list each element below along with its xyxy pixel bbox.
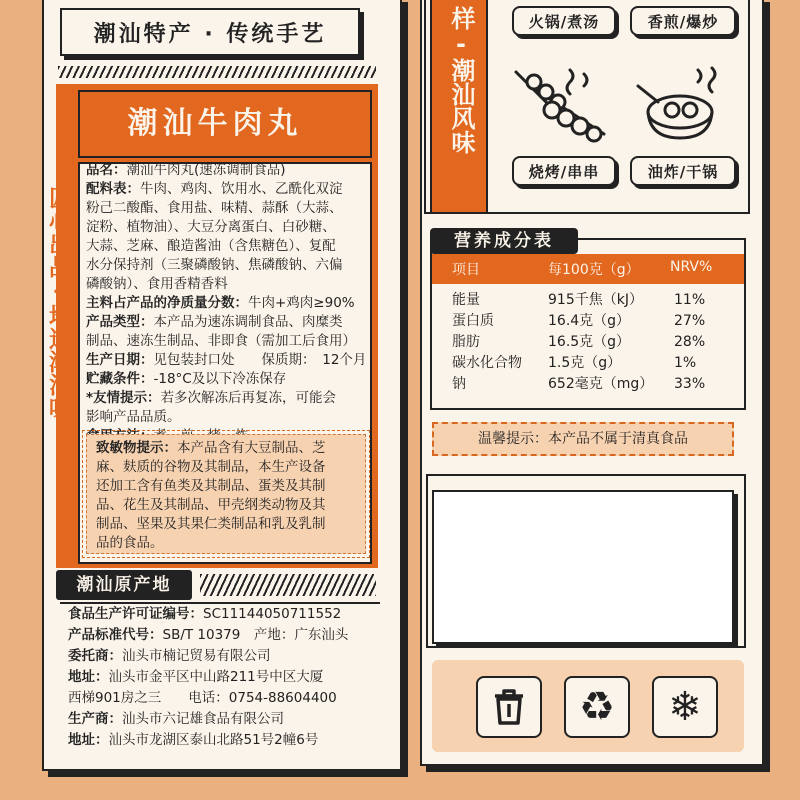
vertical-slogan: 匠心出品-地道潮汕味: [45, 186, 71, 419]
info-line: 制品、速冻生制品、非即食（需加工后食用）: [86, 333, 356, 349]
info-line: 磷酸钠）、食用香精香料: [86, 276, 228, 292]
vertical-title: 样-潮汕风味: [447, 6, 475, 154]
product-title: 潮汕牛肉丸: [127, 106, 303, 141]
recycle-icon-box: [564, 676, 630, 738]
info-line: *友情提示：若多次解冻后再复冻，可能会: [86, 390, 337, 406]
trash-bin-icon: [489, 687, 529, 727]
trash-bin-icon-box: [476, 676, 542, 738]
info-line: 水分保持剂（三聚磷酸钠、焦磷酸钠、六偏: [86, 257, 343, 273]
info-line: 大蒜、芝麻、酿造酱油（含焦糖色）、复配: [86, 238, 336, 254]
info-line: 粉己二酸酯、食用盐、味精、蒜酥（大蒜、: [86, 200, 343, 216]
nutrition-header-per100: 每100克（g）: [548, 262, 640, 278]
allergen-line: 麻、麸质的谷物及其制品，本生产设备: [96, 459, 326, 475]
info-line: 影响产品品质。: [86, 409, 181, 425]
method-pan-fry: 香煎/爆炒: [630, 6, 736, 36]
skewer-icon: [512, 64, 612, 148]
blank-label-inner: [432, 490, 734, 644]
origin-line: 产品标准代号：SB/T 10379 产地：广东汕头: [68, 627, 349, 643]
info-block: [86, 160, 371, 440]
header-title: 潮汕特产 · 传统手艺: [60, 8, 360, 56]
origin-line: 食品生产许可证编号：SC11144050711552: [68, 606, 342, 622]
allergen-line: 品、花生及其制品、甲壳纲类动物及其: [96, 497, 326, 513]
origin-line: 生产商：汕头市六记雄食品有限公司: [68, 711, 284, 727]
info-line: 淀粉、植物油）、大豆分离蛋白、白砂糖、: [86, 219, 336, 235]
method-bbq: 烧烤/串串: [512, 156, 616, 186]
nutrition-row: 碳水化合物 1.5克（g） 1%: [452, 355, 697, 371]
allergen-line: 品的食品。: [96, 535, 164, 551]
reminder-box: 温馨提示：本产品不属于清真食品: [432, 422, 734, 456]
info-line: 贮藏条件：-18°C及以下冷冻保存: [86, 371, 287, 387]
allergen-block: [96, 438, 366, 554]
origin-line: 地址：汕头市金平区中山路211号中区大厦: [68, 669, 324, 685]
allergen-line: 还加工含有鱼类及其制品、蛋类及其制: [96, 478, 326, 494]
info-line: 主料占产品的净质量分数：牛肉+鸡肉≥90%: [86, 295, 355, 311]
allergen-line: 制品、坚果及其果仁类制品和乳及乳制: [96, 516, 326, 532]
nutrition-row: 脂肪 16.5克（g） 28%: [452, 334, 706, 350]
method-deep-fry: 油炸/干锅: [630, 156, 736, 186]
origin-line: 地址：汕头市龙湖区泰山北路51号2幢6号: [68, 732, 319, 748]
snowflake-icon: ❄: [668, 684, 702, 730]
nutrition-row: 能量 915千焦（kJ） 11%: [452, 292, 706, 308]
nutrition-header: [432, 254, 744, 284]
origin-stripes: [200, 574, 376, 596]
nutrition-body: [432, 290, 744, 402]
origin-block: [60, 602, 380, 752]
product-title-border: [78, 90, 372, 158]
origin-line: 委托商：汕头市楠记贸易有限公司: [68, 648, 271, 664]
allergen-line: 致敏物提示：本产品含有大豆制品、芝: [96, 440, 326, 456]
pan-icon: [632, 64, 736, 148]
info-line: 生产日期：见包装封口处 保质期： 12个月: [86, 352, 367, 368]
info-line: 产品类型：本产品为速冻调制食品、肉糜类: [86, 314, 343, 330]
recycle-icon: ♻: [579, 684, 615, 730]
snowflake-icon-box: [652, 676, 718, 738]
nutrition-row: 蛋白质 16.4克（g） 27%: [452, 313, 706, 329]
info-line: 配料表：牛肉、鸡肉、饮用水、乙酰化双淀: [86, 181, 343, 197]
nutrition-title: 营养成分表: [430, 228, 578, 254]
nutrition-row: 钠 652毫克（mg） 33%: [452, 376, 706, 392]
origin-title: 潮汕原产地: [56, 570, 192, 600]
method-hotpot: 火锅/煮汤: [512, 6, 616, 36]
origin-line: 西梯901房之三 电话：0754-88604400: [68, 690, 337, 706]
info-line: 品名：潮汕牛肉丸(速冻调制食品): [86, 162, 286, 178]
decor-stripes: [58, 66, 376, 78]
nutrition-header-item: 项目: [452, 262, 480, 278]
nutrition-header-nrv: NRV%: [670, 259, 713, 275]
